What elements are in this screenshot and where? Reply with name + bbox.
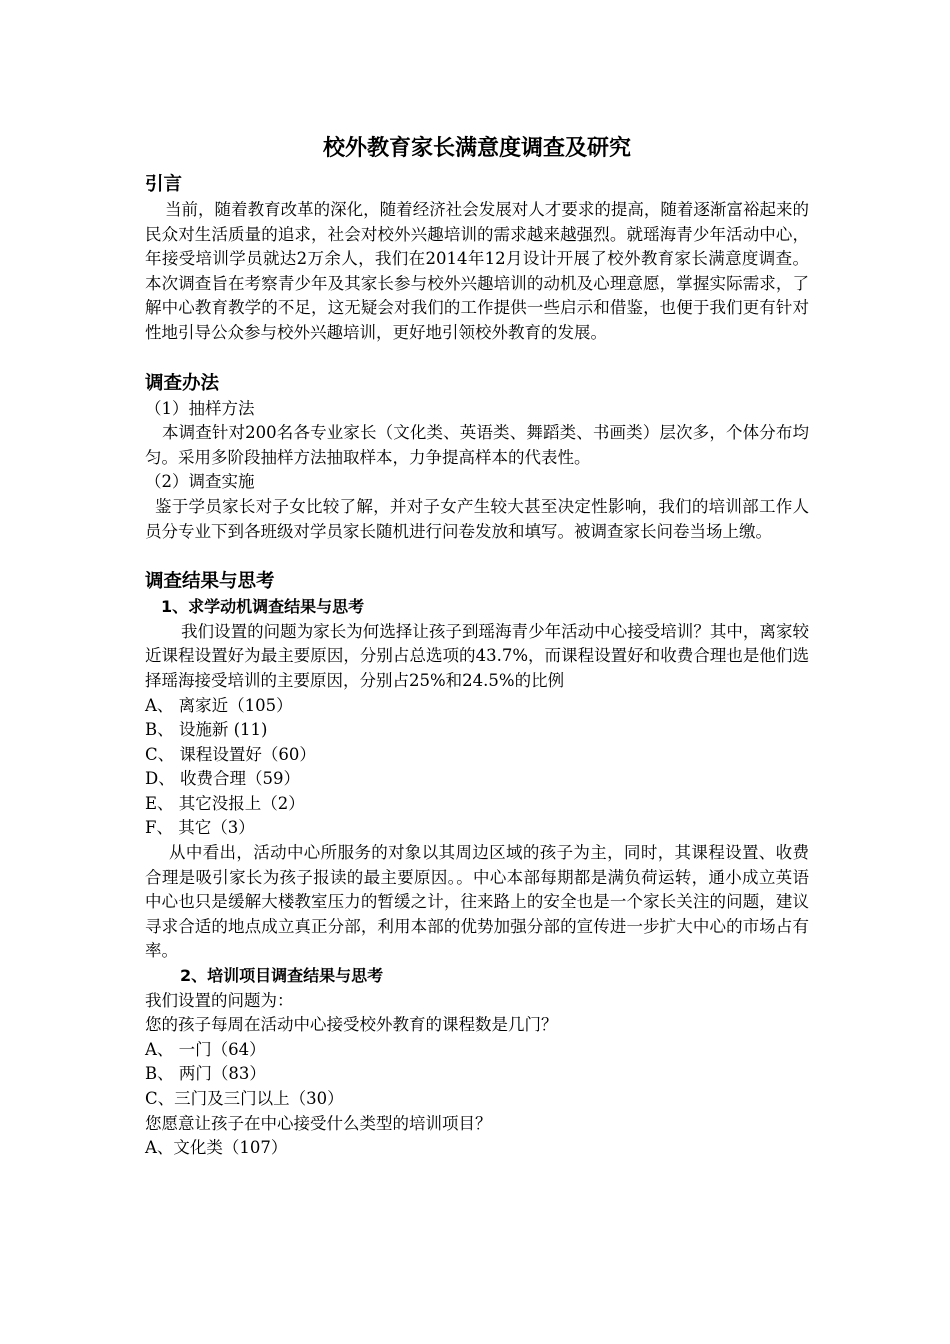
sec1-paragraph: 我们设置的问题为家长为何选择让孩子到瑶海青少年活动中心接受培训？其中，离家较近课程设置好为最主要原因，分别占总选项的43.7%，而课程设置好和收费合理也是他们选择瑶海接受培训的主要原因，分别占25%和24.5%的比例 (145, 621, 809, 690)
sec1-heading: 1、求学动机调查结果与思考 (161, 597, 365, 617)
q1-option-b: B、 两门（83） (145, 1064, 266, 1084)
option-f: F、 其它（3） (145, 818, 255, 838)
document-title: 校外教育家长满意度调查及研究 (322, 135, 631, 161)
document-page (145, 132, 809, 1161)
sec2-question-1: 您的孩子每周在活动中心接受校外教育的课程数是几门？ (145, 1015, 558, 1035)
q1-option-a: A、 一门（64） (145, 1039, 266, 1059)
method-para2: 鉴于学员家长对子女比较了解，并对子女产生较大甚至决定性影响，我们的培训部工作人员分专业下到各班级对学员家长随机进行问卷发放和填写。被调查家长问卷当场上缴。 (145, 496, 809, 541)
intro-paragraph: 当前，随着教育改革的深化，随着经济社会发展对人才要求的提高，随着逐渐富裕起来的民众对生活质量的追求，社会对校外兴趣培训的需求越来越强烈。就瑶海青少年活动中心，年接受培训学员就达2万余人，我们在2014年12月设计开展了校外教育家长满意度调查。本次调查旨在考察青少年及其家长参与校外兴趣培训的动机及心理意愿，掌握实际需求，了解中心教育教学的不足，这无疑会对我们的工作提供一些启示和借鉴，也便于我们更有针对性地引导公众参与校外兴趣培训，更好地引领校外教育的发展。 (145, 200, 809, 342)
option-c: C、 课程设置好（60） (145, 744, 316, 764)
sec2-heading: 2、培训项目调查结果与思考 (180, 966, 384, 986)
q1-option-c: C、三门及三门以上（30） (145, 1089, 344, 1108)
method-sub1: （1）抽样方法 (145, 398, 255, 418)
option-d: D、 收费合理（59） (145, 769, 300, 789)
option-e: E、 其它没报上（2） (145, 793, 305, 813)
method-sub2: （2）调查实施 (145, 472, 255, 492)
q2-option-a: A、文化类（107） (145, 1138, 288, 1158)
sec2-intro: 我们设置的问题为： (145, 990, 294, 1010)
sec2-question-2: 您愿意让孩子在中心接受什么类型的培训项目？ (145, 1113, 492, 1133)
intro-heading: 引言 (145, 174, 183, 195)
option-a: A、 离家近（105） (145, 695, 293, 715)
option-b: B、 设施新 (11) (145, 720, 268, 740)
method-heading: 调查办法 (145, 372, 220, 394)
results-heading: 调查结果与思考 (145, 571, 275, 593)
method-para1: 本调查针对200名各专业家长（文化类、英语类、舞蹈类、书画类）层次多，个体分布均匀。采用多阶段抽样方法抽取样本，力争提高样本的代表性。 (145, 423, 809, 467)
sec1-analysis: 从中看出，活动中心所服务的对象以其周边区域的孩子为主，同时，其课程设置、收费合理是吸引家长为孩子报读的最主要原因。。中心本部每期都是满负荷运转，通小成立英语中心也只是缓解大楼教室压力的暂缓之计，往来路上的安全也是一个家长关注的问题，建议寻求合适的地点成立真正分部，利用本部的优势加强分部的宣传进一步扩大中心的市场占有率。 (145, 843, 809, 961)
